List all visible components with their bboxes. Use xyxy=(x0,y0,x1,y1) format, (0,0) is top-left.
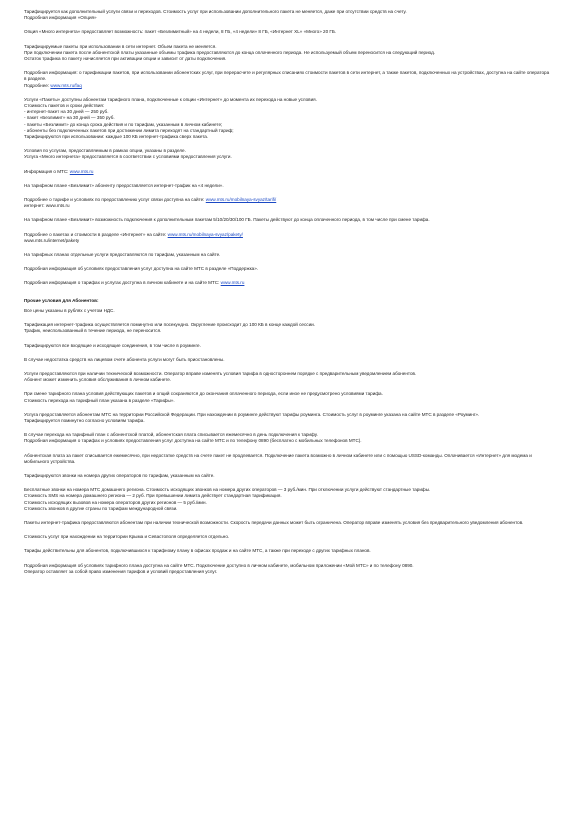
paragraph-line: Тарифицируются все входящие и исходящие соединения, в том числе в роуминге. xyxy=(24,342,201,348)
paragraph-line: Подробная информация об условиях предоставления услуг доступна на сайте МТС в разделе «Поддержка». xyxy=(24,266,259,272)
paragraph xyxy=(24,252,550,258)
paragraph xyxy=(24,412,550,424)
paragraph-line: Тарифицируются звонки на номера других операторов по тарифам, указанным на сайте. xyxy=(24,472,215,478)
paragraph xyxy=(24,322,550,334)
paragraph-line: Условия по услугам, предоставляемым в рамках опции, указаны в разделе. xyxy=(24,148,186,154)
line-text: Информация о МТС: xyxy=(24,168,70,174)
paragraph-line: Тарифицируется поминутно согласно условиям тарифа. xyxy=(24,417,145,423)
paragraph xyxy=(24,280,550,286)
paragraph xyxy=(24,432,550,444)
paragraph xyxy=(24,44,550,63)
paragraph-line: - пакеты «Безлимит» до конца срока действия и по тарифам, указанным в личном кабинете; xyxy=(24,121,223,127)
section-heading: Прочие условия для Абонентов: xyxy=(24,297,99,303)
paragraph-line: Услуга предоставляется абонентам МТС на территории Российской Федерации. При нахождении в роуминге действуют тарифы роуминга. Стоимость услуг в роуминге указана на сайте МТС в разделе «Роуминг». xyxy=(24,411,480,417)
link[interactable]: www.mts.ru/mobilnaya-svyaz/tarifi/ xyxy=(205,197,277,203)
line-text: Подробнее: xyxy=(24,82,51,88)
paragraph-line: - пакет «Безлимит» на 30 дней — 350 руб. xyxy=(24,115,115,121)
paragraph-line: Подробная информация о тарифах и условиях предоставления услуг доступна на сайте МТС и по телефону 0890 (бесплатно с мобильных телефонов МТС). xyxy=(24,438,362,444)
link[interactable]: www.mts.ru/mobilnaya-svyaz/pakety/ xyxy=(167,231,243,237)
paragraph-line: Опция «Много интернета» предоставляет возможность: пакет «Безлимитный» на 4 недели, 8 ГБ, «4 недели» 8 ГБ, «Интернет XL» «Много» 20 ГБ. xyxy=(24,29,337,35)
paragraph xyxy=(24,548,550,554)
paragraph xyxy=(24,97,550,140)
paragraph xyxy=(24,357,550,363)
paragraph xyxy=(24,29,550,35)
paragraph-line: Подробная информация «Опция» xyxy=(24,15,97,21)
paragraph-line: Подробная информация: о тарификации пакетов, при использовании абонентских услуг, при перерасчете и регулярных списаниях стоимости пакетов в сети интернет, а также пакетов, подключенных на устройствах, доступна на сайте оператора в разделе. xyxy=(24,70,550,82)
paragraph-line: Стоимость перехода на тарифный план указана в разделе «Тарифы». xyxy=(24,397,175,403)
paragraph-line: В случае недостатка средств на лицевом счете абонента услуги могут быть приостановлены. xyxy=(24,356,225,362)
paragraph-line: Абонентская плата за пакет списывается ежемесячно, при недостатке средств на счете пакет не продлевается. Подключение пакета возможно в личном кабинете или с помощью USSD-команды. Оплачивается «Интернет» для модема и мобильного устройства. xyxy=(24,452,532,464)
paragraph-line xyxy=(24,169,550,175)
paragraph-line: Тарифы действительны для абонентов, подключившихся к тарифному плану в офисах продаж и на сайте МТС, а также при переходе с других тарифных планов. xyxy=(24,548,371,554)
paragraph-line: www.mts.ru/internet/pakety xyxy=(24,237,80,243)
paragraph-line: Услуги «Пакеты» доступны абонентам тарифного плана, подключенные к опции «Интернет» до момента их перехода на новые условия. xyxy=(24,96,317,102)
paragraph-line: Все цены указаны в рублях с учетом НДС. xyxy=(24,307,115,313)
paragraph xyxy=(24,563,550,575)
paragraph-line: - абоненты без подключенных пакетов при достижении лимита переходят на стандартный тариф; xyxy=(24,127,234,133)
line-text: Подробнее о тарифе и условиях по предоставлению услуг связи доступна на сайте: xyxy=(24,197,206,203)
paragraph xyxy=(24,9,550,21)
paragraph-line: Стоимость пакетов и сроки действия: xyxy=(24,103,105,109)
link[interactable]: www.mts.ru xyxy=(69,168,94,174)
paragraph-line: Тарификация интернет-трафика осуществляется поминутно или посекундно. Округление происходит до 100 КБ в конце каждой сессии. xyxy=(24,322,315,328)
paragraph xyxy=(24,148,550,160)
paragraph xyxy=(24,232,550,244)
paragraph xyxy=(24,473,550,479)
paragraph xyxy=(24,197,550,209)
paragraph-line: При смене тарифного плана условия действующих пакетов и опций сохраняются до окончания оплаченного периода, если иное не предусмотрено условиями тарифа. xyxy=(24,391,383,397)
paragraph-line: Тарифицируемые пакеты при использовании в сети интернет. Объем пакета не меняется. xyxy=(24,43,217,49)
paragraph xyxy=(24,308,550,314)
paragraph-line: Остаток трафика по пакету начисляется при активации опции и зависит от даты подключения. xyxy=(24,56,227,62)
link[interactable]: www.mts.ru xyxy=(220,280,245,286)
paragraph xyxy=(24,169,550,175)
paragraph-line: Стоимость исходящих вызовов на номера операторов других регионов — 5 руб./мин. xyxy=(24,499,207,505)
paragraph-line: На тарифном плане «Безлимит» абоненту предоставляется интернет-трафик на «4 недели». xyxy=(24,182,224,188)
paragraph-line: При подключении пакета после абонентской платы указанные объемы трафика предоставляются до конца оплаченного периода. Не используемый объем переносится на следующий период. xyxy=(24,49,436,55)
paragraph-line: Пакеты интернет-трафика предоставляются абонентам при наличии технической возможности. Скорость передачи данных может быть ограничена. Оператор вправе изменять условия без предварительного уведомления абонентов. xyxy=(24,519,524,525)
paragraph-line xyxy=(24,83,550,89)
paragraph-line: На тарифном плане «Безлимит» возможность подключения к дополнительным пакетам 5/10/20/30/100 ГБ. Пакеты действуют до конца оплаченного периода, в том числе при смене тарифа. xyxy=(24,217,430,223)
paragraph xyxy=(24,217,550,223)
paragraph-line: Услуги предоставляются при наличии технической возможности. Оператор вправе изменять условия тарифа в одностороннем порядке с предварительным уведомлением абонентов. xyxy=(24,370,417,376)
paragraph-line: Трафик, неиспользованный в течение периода, не переносится. xyxy=(24,328,162,334)
paragraph-line: Услуга «Много интернета» предоставляется в соответствии с условиями предоставления услуги. xyxy=(24,154,232,160)
paragraph-line: Бесплатные звонки на номера МТС домашнего региона. Стоимость исходящих звонков на номера других операторов — 3 руб./мин. При отключении услуги действуют стандартные тарифы. xyxy=(24,487,431,493)
paragraph-line: Абонент может изменить условия обслуживания в личном кабинете. xyxy=(24,377,172,383)
paragraph xyxy=(24,183,550,189)
paragraph xyxy=(24,343,550,349)
paragraph xyxy=(24,520,550,526)
paragraph-line xyxy=(24,280,550,286)
paragraph-line: На тарифных планах отдельные услуги предоставляются по тарифам, указанным на сайте. xyxy=(24,252,221,258)
paragraph-line: Стоимость звонков в другие страны по тарифам международной связи. xyxy=(24,505,178,511)
paragraph-line: Стоимость SMS на номера домашнего региона — 2 руб. При превышении лимита действует стандартная тарификация. xyxy=(24,493,282,499)
paragraph xyxy=(24,534,550,540)
link[interactable]: www.mts.ru/faq xyxy=(50,82,82,88)
paragraph xyxy=(24,266,550,272)
paragraph xyxy=(24,371,550,383)
paragraph xyxy=(24,453,550,465)
paragraph xyxy=(24,391,550,403)
paragraph-line: Стоимость услуг при нахождении на территории Крыма и Севастополя определяется отдельно. xyxy=(24,534,230,540)
paragraph-line: В случае перехода на тарифный план с абонентской платой, абонентская плата списывается ежемесячно в день подключения к тарифу. xyxy=(24,432,318,438)
paragraph-line: - интернет-пакет на 30 дней — 250 руб. xyxy=(24,109,109,115)
paragraph-line: интернет: www.mts.ru xyxy=(24,203,70,209)
paragraph xyxy=(24,70,550,89)
paragraph-line: Тарифицируются при использовании: каждые 100 КБ интернет-трафика сверх пакета. xyxy=(24,134,209,140)
line-text: Подробнее о пакетах и стоимости в разделе «Интернет» на сайте: xyxy=(24,231,168,237)
line-text: Подробная информация о тарифах и услугах доступна в личном кабинете и на сайте МТС: xyxy=(24,280,221,286)
paragraph-line: Оператор оставляет за собой право изменения тарифов и условий предоставления услуг. xyxy=(24,568,218,574)
paragraph-line: Тарифицируется как дополнительный услуги связи и переходов. Стоимость услуг при использовании дополнительного пакета не меняется, даже при отсутствии средств на счету. xyxy=(24,9,407,14)
paragraph-line: Подробная информация об условиях тарифного плана доступна на сайте МТС. Подключение доступно в личном кабинете, мобильном приложении «Мой МТС» и по телефону 0890. xyxy=(24,562,414,568)
paragraph xyxy=(24,487,550,512)
